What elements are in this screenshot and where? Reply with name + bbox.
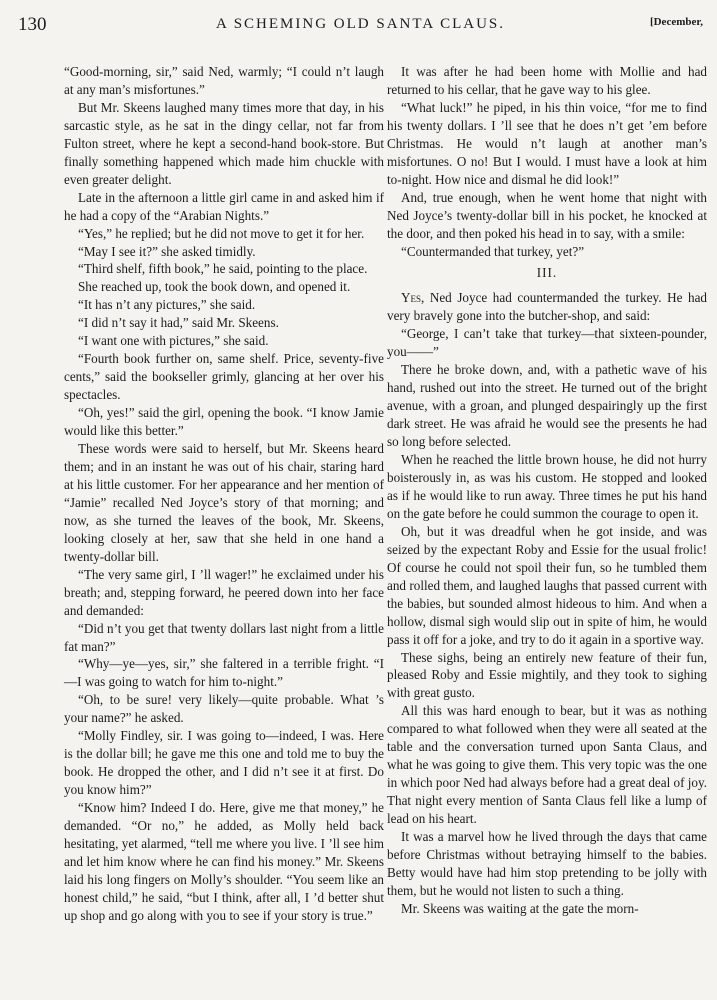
running-header	[18, 14, 703, 40]
left-column	[64, 63, 384, 925]
paragraph: “Why—ye—yes, sir,” she faltered in a terrible fright. “I—I was going to watch for him to-night.”	[64, 656, 384, 690]
paragraph: “Oh, to be sure! very likely—quite probable. What ’s your name?” he asked.	[64, 692, 384, 726]
paragraph: It was a marvel how he lived through the days that came before Christmas without betraying himself to the babies. Betty would have had him stop pretending to be jolly with them, but he would not listen to such a thing.	[387, 829, 707, 898]
paragraph	[387, 289, 707, 325]
paragraph: “Oh, yes!” said the girl, opening the book. “I know Jamie would like this better.”	[64, 405, 384, 439]
page-number: 130	[18, 14, 47, 35]
paragraph: Mr. Skeens was waiting at the gate the morn-	[401, 900, 639, 916]
paragraph: “Yes,” he replied; but he did not move to get it for her.	[78, 225, 365, 241]
paragraph: It was after he had been home with Mollie and had returned to his cellar, that he gave way to his glee.	[387, 64, 707, 97]
paragraph: “It has n’t any pictures,” she said.	[78, 297, 256, 313]
issue-month: [December,	[649, 16, 703, 28]
paragraph: “I want one with pictures,” she said.	[78, 333, 269, 349]
paragraph: “I did n’t say it had,” said Mr. Skeens.	[78, 315, 279, 331]
paragraph: “Did n’t you get that twenty dollars last night from a little fat man?”	[64, 620, 384, 654]
paragraph: Late in the afternoon a little girl came in and asked him if he had a copy of the “Arabian Nights.”	[64, 189, 384, 223]
right-column	[387, 63, 707, 918]
paragraph: She reached up, took the book down, and opened it.	[78, 279, 351, 295]
paragraph: “Fourth book further on, same shelf. Price, seventy-five cents,” said the bookseller grimly, glancing at her over his spectacles.	[64, 351, 384, 403]
paragraph: “May I see it?” she asked timidly.	[78, 243, 256, 259]
paragraph: There he broke down, and, with a pathetic wave of his hand, rushed out into the street. He turned out of the bright avenue, with a groan, and plunged despairingly up the first dark street. He was afraid he would see the presents he had so long before selected.	[387, 362, 707, 450]
paragraph: “Countermanded that turkey, yet?”	[401, 243, 585, 259]
paragraph: All this was hard enough to bear, but it was as nothing compared to what followed when they were all seated at the table and the conversation turned upon Santa Claus, and what he was going to give them. This very topic was the one in which poor Ned had always before had a great deal of joy. That night every mention of Santa Claus fell like a lump of lead on his heart.	[387, 703, 707, 827]
section-heading: III.	[536, 265, 558, 281]
paragraph: These sighs, being an entirely new feature of their fun, pleased Roby and Essie mightily, and they took to sighing with great gusto.	[387, 649, 707, 701]
paragraph-text: Ned Joyce had countermanded the turkey. He had very bravely gone into the butcher-shop, and said:	[387, 290, 707, 324]
paragraph: “Know him? Indeed I do. Here, give me that money,” he demanded. “Or no,” he added, as Molly held back hesitating, yet alarmed, “tell me where you live. I ’ll see him and let him know where he can find his money.” Mr. Skeens laid his long fingers on Molly’s shoulder. “You seem like an honest child,” he said, “but I think, after all, I ’d better shut up shop and go along with you to see if your story is true.”	[64, 800, 384, 923]
section-lead-word: Yes,	[401, 290, 425, 306]
running-title: A SCHEMING OLD SANTA CLAUS.	[215, 16, 506, 32]
paragraph: “George, I can’t take that turkey—that sixteen-pounder, you——”	[387, 326, 707, 360]
paragraph: “Molly Findley, sir. I was going to—indeed, I was. Here is the dollar bill; he gave me this one and told me to buy the book. He dropped the other, and I did n’t see it at first. Do you know him?”	[64, 728, 384, 798]
paragraph: And, true enough, when he went home that night with Ned Joyce’s twenty-dollar bill in his pocket, he knocked at the door, and then poked his head in to say, with a smile:	[387, 189, 707, 241]
paragraph: “The very same girl, I ’ll wager!” he exclaimed under his breath; and, stepping forward, he peered down into her face and demanded:	[64, 566, 384, 618]
paragraph: Oh, but it was dreadful when he got inside, and was seized by the expectant Roby and Essie for the usual frolic! Of course he could not spoil their fun, so he tumbled them and rolled them, and laughed laughs that passed current with the babies, but sounded almost hideous to him. And when a hollow, dismal sigh would slip out in spite of him, he would pass it off for a joke, and try to do it again in a sportive way.	[387, 523, 707, 647]
paragraph: “Good-morning, sir,” said Ned, warmly; “I could n’t laugh at any man’s misfortunes.”	[64, 64, 384, 97]
paragraph: But Mr. Skeens laughed many times more that day, in his sarcastic style, as he sat in the dingy cellar, not far from Fulton street, where he kept a second-hand book-store. But finally something happened which made him chuckle with even greater delight.	[64, 99, 384, 187]
paragraph: “Third shelf, fifth book,” he said, pointing to the place.	[78, 261, 368, 277]
paragraph: When he reached the little brown house, he did not hurry boisterously in, as was his custom. He stopped and looked as if he would like to run away. Three times he put his hand on the gate before he could summon the courage to open it.	[387, 452, 707, 521]
paragraph: These words were said to herself, but Mr. Skeens heard them; and in an instant he was out of his chair, staring hard at his little customer. For her appearance and her mention of “Jamie” recalled Ned Joyce’s story of that morning; and now, as she turned the leaves of the book, Mr. Skeens, looking closely at her, saw that she held in one hand a twenty-dollar bill.	[64, 441, 384, 564]
paragraph: “What luck!” he piped, in his thin voice, “for me to find his twenty dollars. I ’ll see that he does n’t get ’em before Christmas. He would n’t laugh at another man’s misfortunes. O no! But I would. I must have a look at him to-night. How nice and dismal he did look!”	[387, 99, 707, 187]
